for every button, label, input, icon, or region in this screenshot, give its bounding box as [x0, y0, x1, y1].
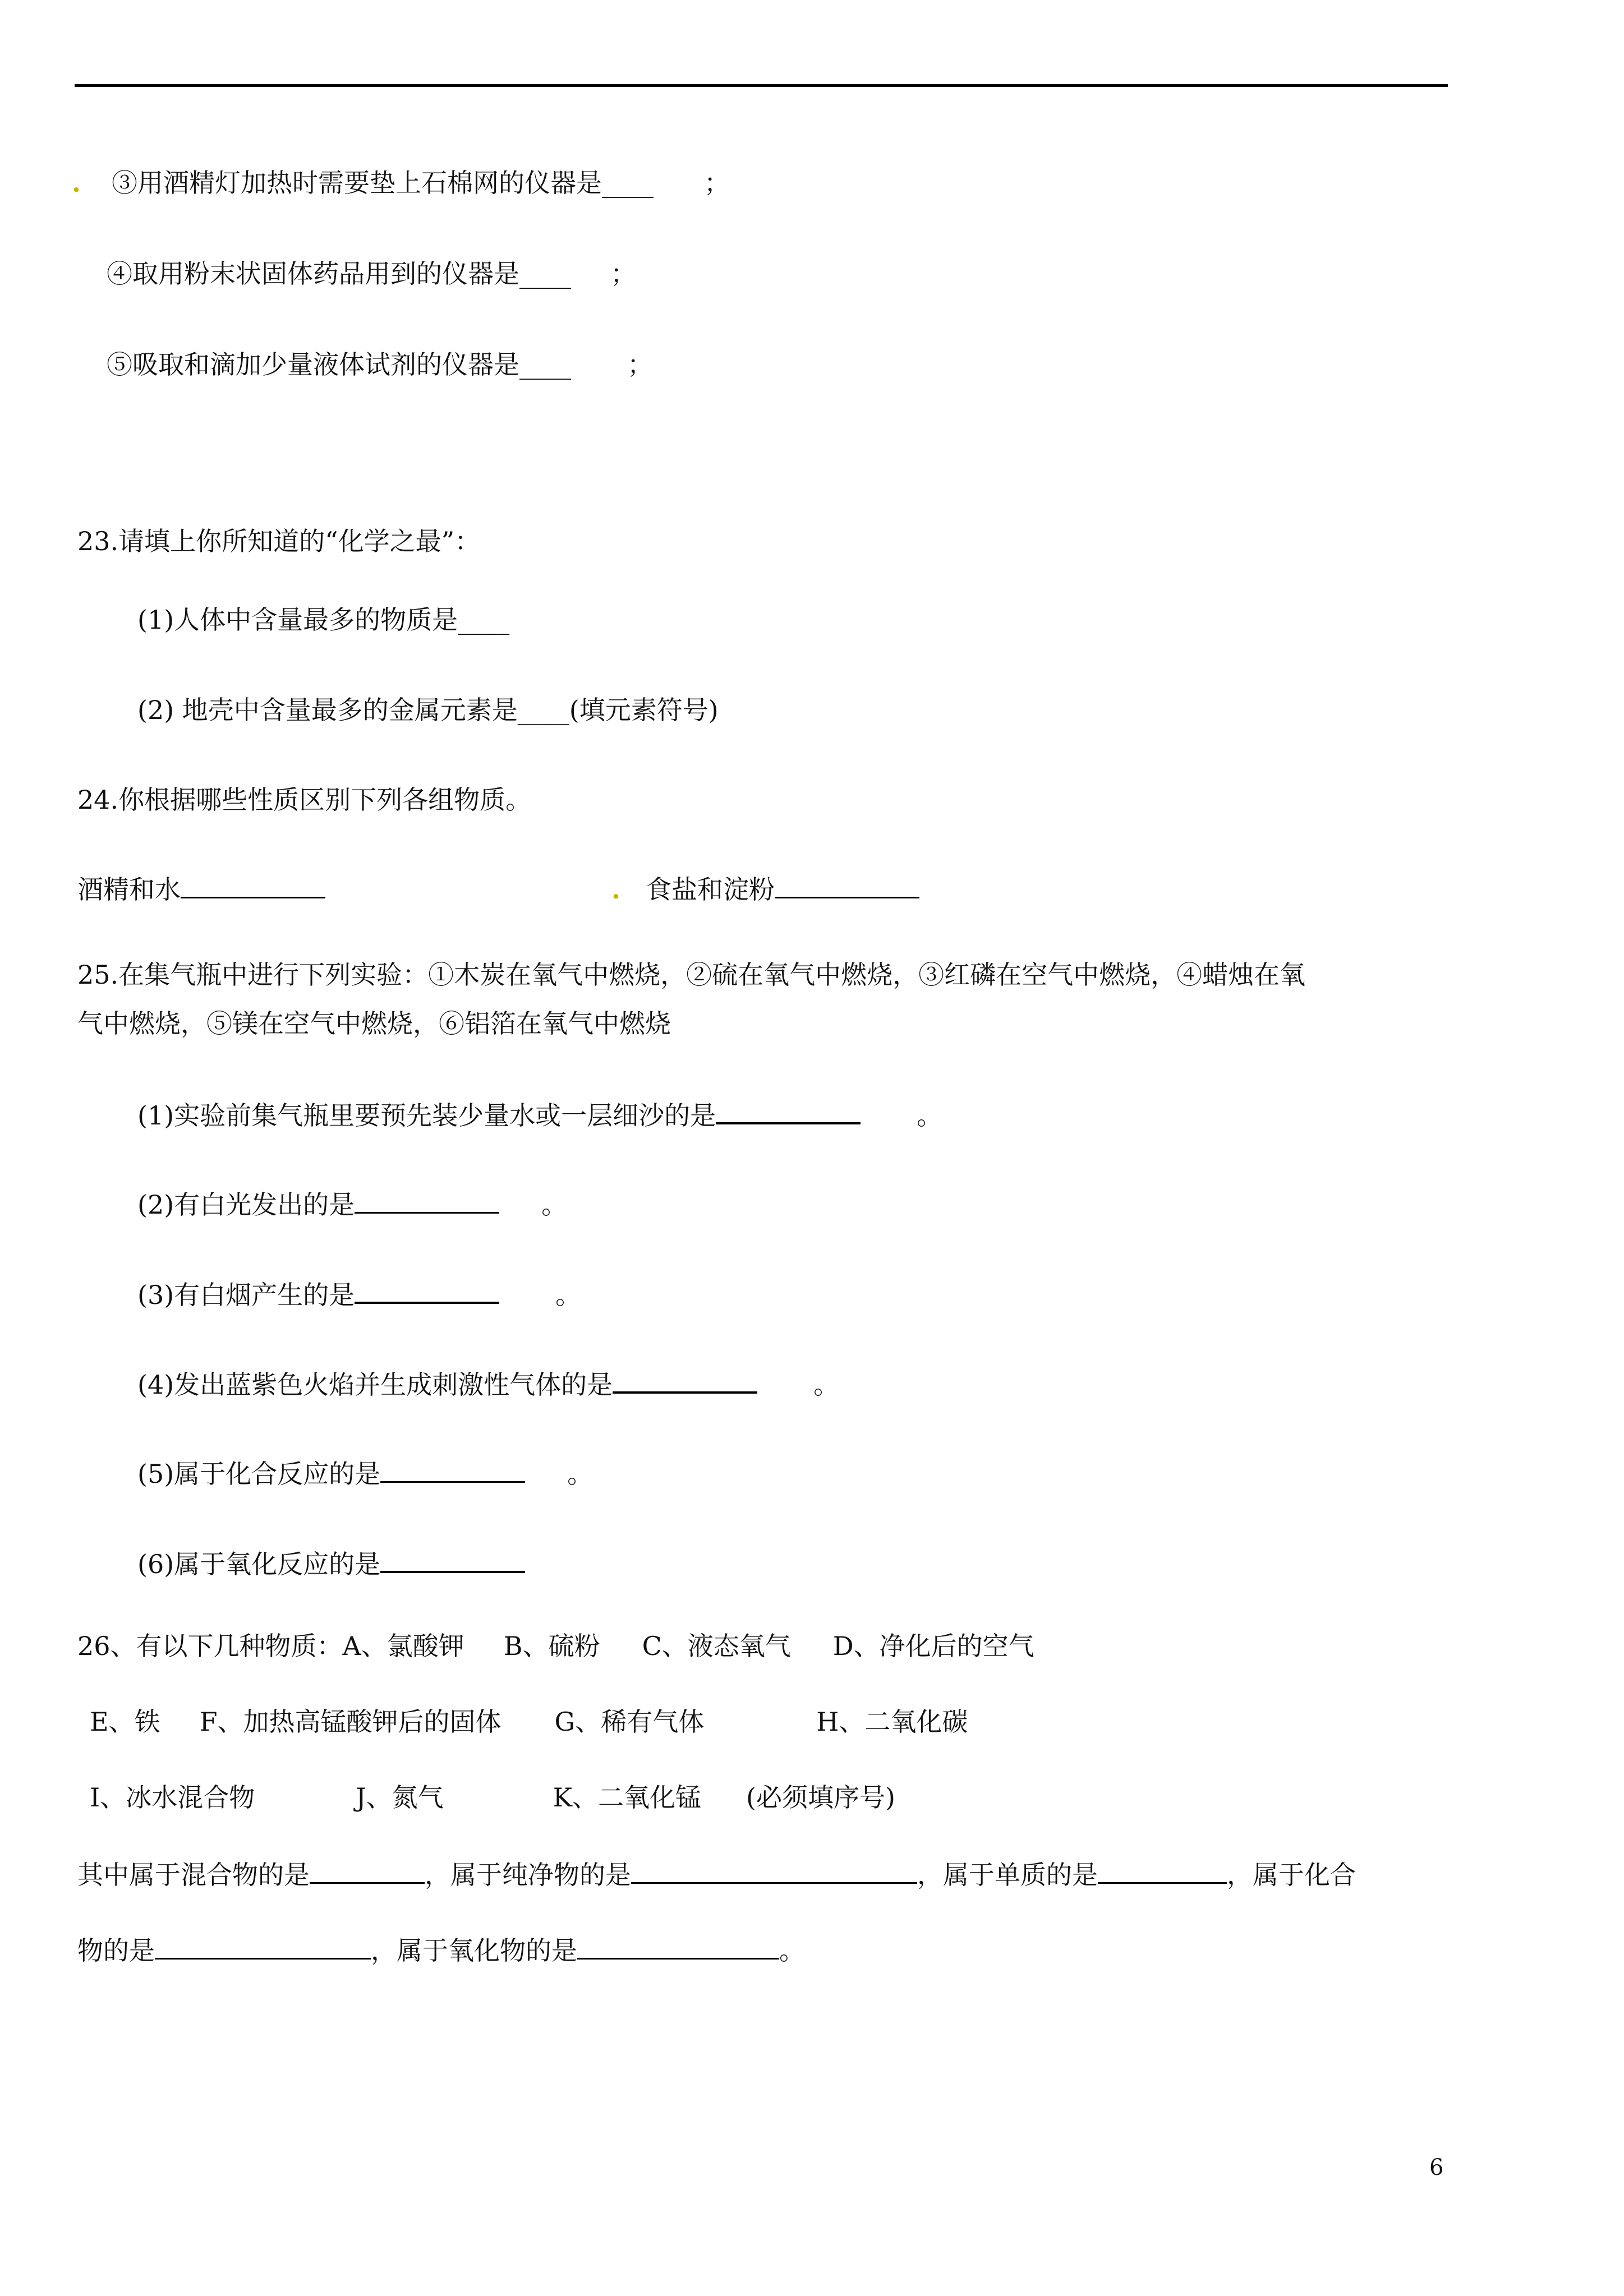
answer-blank[interactable]	[716, 1096, 861, 1124]
semicolon: ；	[610, 259, 636, 289]
q23-item2-note: (填元素符号)	[569, 695, 719, 725]
compound-label: ，属于化合	[1227, 1860, 1356, 1890]
q23-item2	[137, 693, 719, 727]
option-k: K、二氧化锰	[553, 1782, 701, 1813]
q22-item4	[107, 257, 636, 291]
answer-blank[interactable]	[380, 1455, 525, 1483]
answer-blank[interactable]	[775, 871, 919, 898]
q22-item3	[72, 166, 730, 200]
option-j: J、氮气	[356, 1782, 444, 1813]
answer-blank[interactable]	[577, 1932, 779, 1960]
period: 。	[779, 1935, 805, 1966]
answer-blank[interactable]	[1098, 1856, 1227, 1884]
marker-dot: .	[611, 874, 621, 905]
page-number: 6	[1429, 2155, 1444, 2180]
answer-blank[interactable]	[613, 1366, 757, 1394]
q25-item6-text: (6)属于氧化反应的是	[137, 1549, 381, 1579]
period: 。	[567, 1459, 594, 1489]
answer-blank[interactable]	[355, 1276, 499, 1304]
option-c: C、液态氧气	[642, 1631, 791, 1661]
answer-blank[interactable]	[310, 1856, 425, 1884]
q26-fill-line1	[77, 1856, 1356, 1892]
q25-line2: 气中燃烧，⑤镁在空气中燃烧，⑥铝箔在氧气中燃烧	[77, 1008, 671, 1039]
q25-item2-text: (2)有白光发出的是	[137, 1190, 355, 1220]
q23-title: 23.请填上你所知道的“化学之最”：	[77, 526, 481, 556]
compound-label-cont: 物的是	[77, 1935, 155, 1966]
answer-blank[interactable]	[155, 1932, 371, 1960]
option-f: F、加热高锰酸钾后的固体	[199, 1707, 502, 1737]
q24-pair2-label: 食盐和淀粉	[646, 874, 775, 905]
answer-blank[interactable]	[380, 1545, 525, 1573]
q22-item4-text: ④取用粉末状固体药品用到的仪器是	[107, 259, 519, 289]
q22-item3-text: ③用酒精灯加热时需要垫上石棉网的仪器是	[112, 168, 602, 198]
q26-row2	[90, 1705, 968, 1739]
q26-note: (必须填序号)	[746, 1782, 895, 1813]
q25-item2	[137, 1186, 567, 1221]
q24-title: 24.你根据哪些性质区别下列各组物质。	[77, 785, 532, 815]
q24-pair1	[77, 871, 325, 906]
q26-row3	[90, 1781, 895, 1814]
marker-dot: .	[72, 168, 81, 198]
q25-item1-text: (1)实验前集气瓶里要预先装少量水或一层细沙的是	[137, 1100, 716, 1131]
q25-item5-text: (5)属于化合反应的是	[137, 1459, 381, 1489]
pure-substance-label: ，属于纯净物的是	[425, 1860, 631, 1890]
q25-item6	[137, 1545, 525, 1581]
answer-blank[interactable]	[631, 1856, 917, 1884]
option-e: E、铁	[90, 1707, 160, 1737]
period: 。	[541, 1190, 568, 1220]
header-rule	[75, 84, 1448, 87]
q22-item5	[107, 348, 653, 381]
option-i: I、冰水混合物	[90, 1782, 255, 1813]
option-d: D、净化后的空气	[832, 1631, 1034, 1661]
q25-item4	[137, 1366, 839, 1401]
mixture-label: 其中属于混合物的是	[77, 1860, 310, 1890]
q22-blank: ____	[602, 168, 654, 198]
semicolon: ；	[627, 349, 653, 380]
q22-blank: ____	[519, 349, 571, 380]
q25-item4-text: (4)发出蓝紫色火焰并生成刺激性气体的是	[137, 1370, 613, 1400]
q25-item3-text: (3)有白烟产生的是	[137, 1280, 355, 1310]
q25-item1	[137, 1096, 942, 1132]
option-g: G、稀有气体	[554, 1707, 705, 1737]
q22-item5-text: ⑤吸取和滴加少量液体试剂的仪器是	[107, 349, 519, 380]
q22-blank: ____	[519, 259, 571, 289]
answer-blank[interactable]	[181, 871, 325, 898]
semicolon: ；	[704, 168, 730, 198]
q25-item3	[137, 1276, 581, 1312]
element-label: ，属于单质的是	[917, 1860, 1098, 1890]
period: 。	[917, 1100, 943, 1131]
q23-item2-text: (2) 地壳中含量最多的金属元素是____	[137, 695, 569, 725]
period: 。	[813, 1370, 840, 1400]
q25-line1: 25.在集气瓶中进行下列实验：①木炭在氧气中燃烧，②硫在氧气中燃烧，③红磷在空气中燃烧，④蜡烛在氧	[77, 960, 1306, 990]
q24-pair1-label: 酒精和水	[77, 874, 181, 905]
answer-blank[interactable]	[355, 1186, 499, 1214]
oxide-label: ，属于氧化物的是	[371, 1935, 577, 1966]
option-b: B、硫粉	[503, 1631, 600, 1661]
period: 。	[555, 1280, 582, 1310]
q25-item5	[137, 1455, 593, 1491]
option-a: 26、有以下几种物质：A、氯酸钾	[77, 1631, 464, 1661]
option-h: H、二氧化碳	[816, 1707, 968, 1737]
q24-pair2	[611, 871, 919, 906]
q23-item1: (1)人体中含量最多的物质是____	[137, 605, 510, 635]
q26-row1	[77, 1629, 1034, 1663]
q26-fill-line2	[77, 1932, 805, 1967]
